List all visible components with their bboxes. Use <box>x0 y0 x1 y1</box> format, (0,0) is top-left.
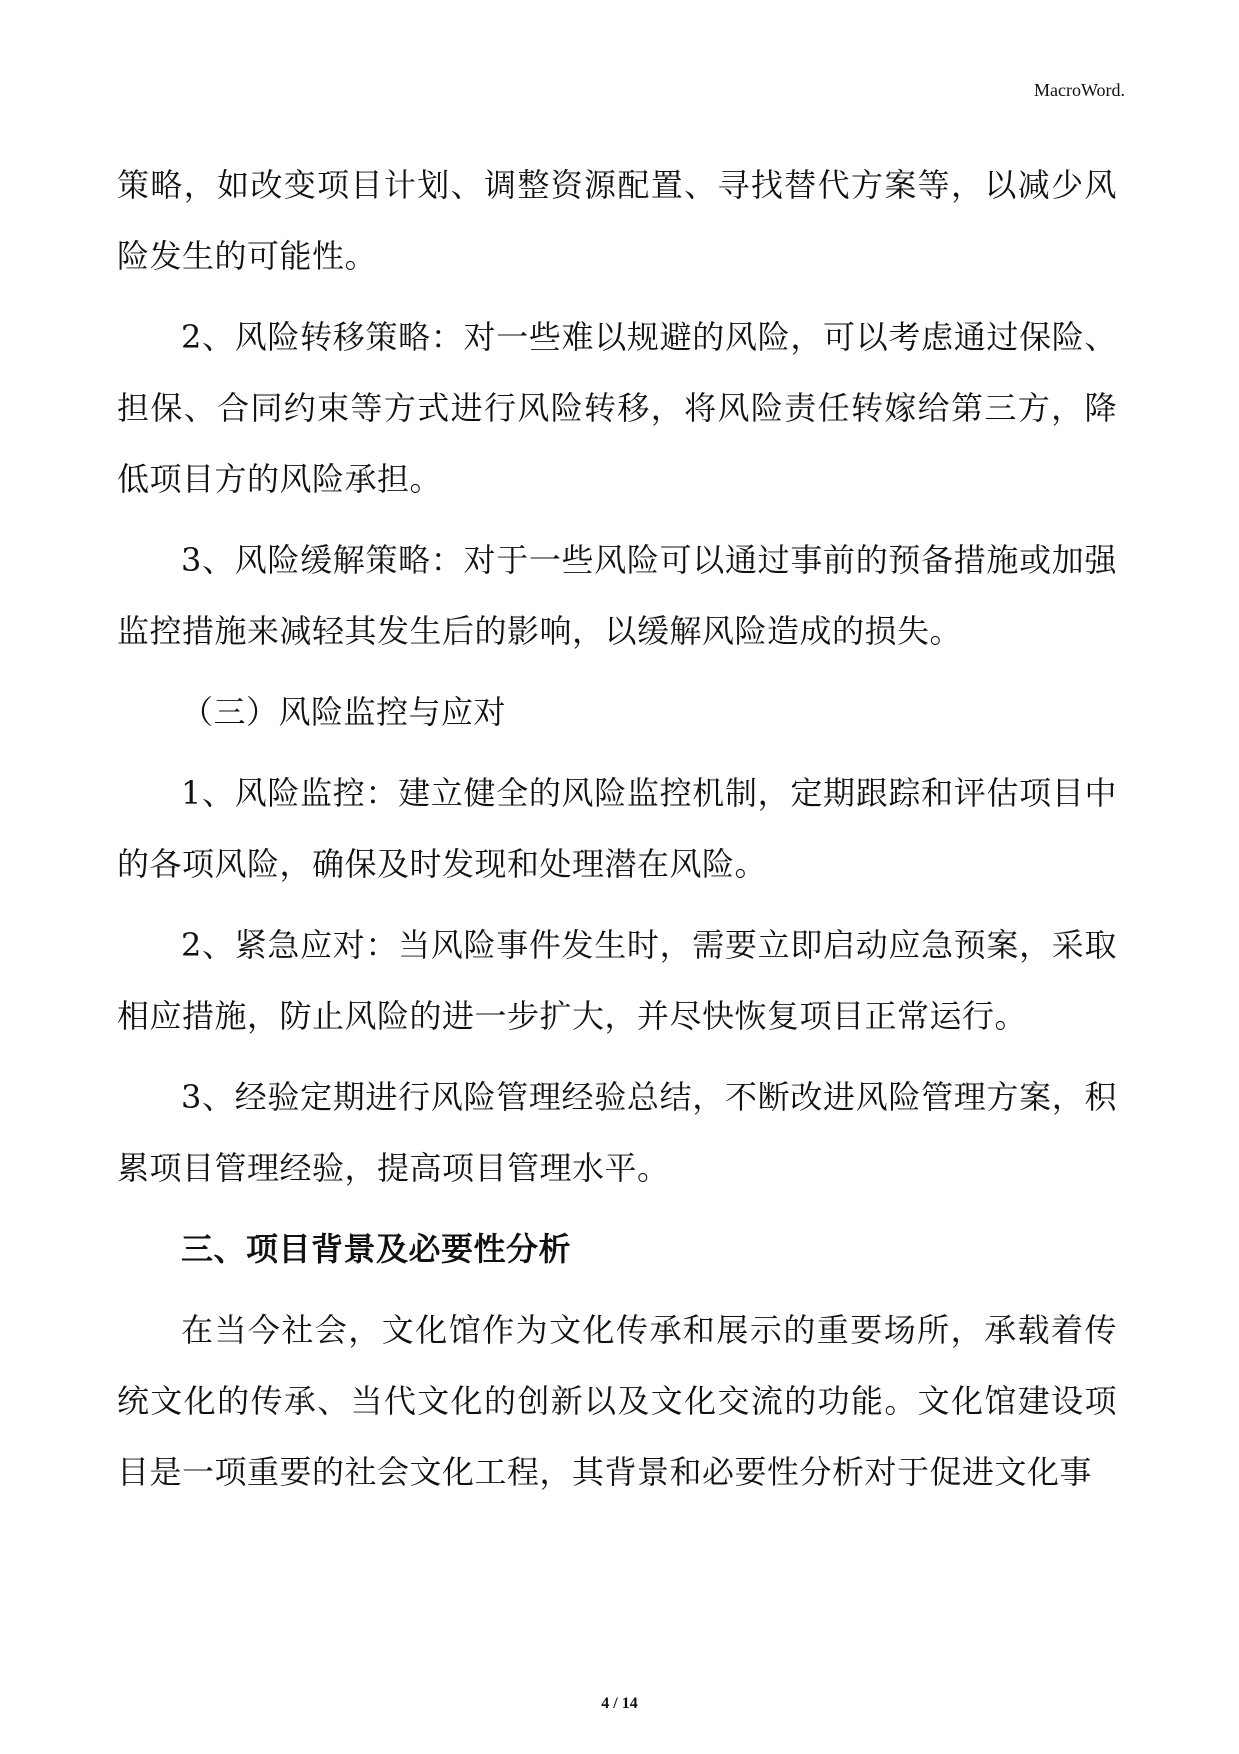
header-brand: MacroWord. <box>1033 80 1125 100</box>
paragraph-monitoring: 1、风险监控：建立健全的风险监控机制，定期跟踪和评估项目中的各项风险，确保及时发现和处理潜在风险。 <box>117 774 1117 883</box>
paragraph-risk-mitigation: 3、风险缓解策略：对于一些风险可以通过事前的预备措施或加强监控措施来减轻其发生后的影响，以缓解风险造成的损失。 <box>117 541 1117 650</box>
page-number: 4 / 14 <box>601 1695 638 1712</box>
paragraph-continued: 策略，如改变项目计划、调整资源配置、寻找替代方案等，以减少风险发生的可能性。 <box>117 166 1117 275</box>
document-body <box>117 150 1117 1518</box>
paragraph-experience-summary: 3、经验定期进行风险管理经验总结，不断改进风险管理方案，积累项目管理经验，提高项目管理水平。 <box>117 1078 1117 1187</box>
paragraph-background: 在当今社会，文化馆作为文化传承和展示的重要场所，承载着传统文化的传承、当代文化的创新以及文化交流的功能。文化馆建设项目是一项重要的社会文化工程，其背景和必要性分析对于促进文化事 <box>117 1311 1117 1491</box>
paragraph-risk-transfer: 2、风险转移策略：对一些难以规避的风险，可以考虑通过保险、担保、合同约束等方式进行风险转移，将风险责任转嫁给第三方，降低项目方的风险承担。 <box>117 318 1117 498</box>
paragraph-emergency-response: 2、紧急应对：当风险事件发生时，需要立即启动应急预案，采取相应措施，防止风险的进一步扩大，并尽快恢复项目正常运行。 <box>117 926 1117 1035</box>
section-heading-background: 三、项目背景及必要性分析 <box>181 1230 572 1268</box>
subheading-risk-monitoring: （三）风险监控与应对 <box>181 693 507 731</box>
